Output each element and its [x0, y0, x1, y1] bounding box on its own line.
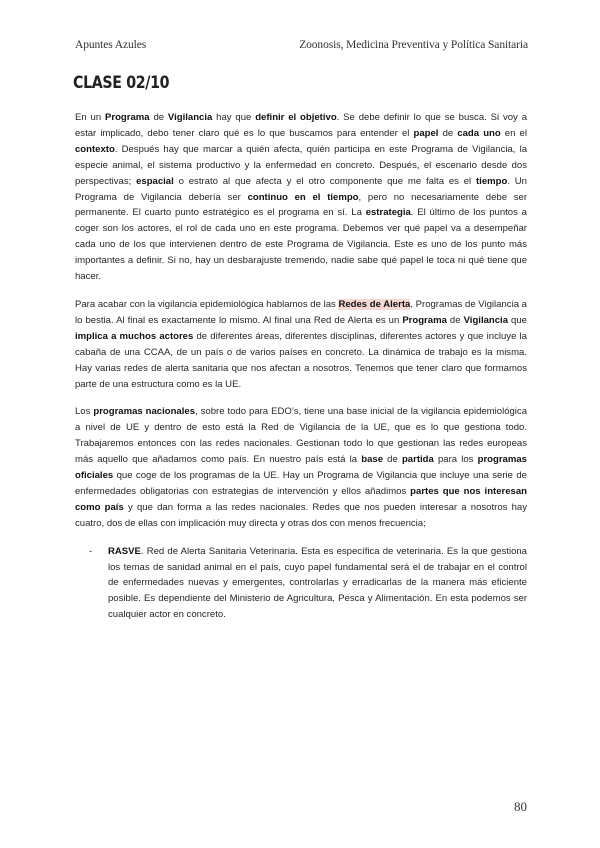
- paragraph-3: Los programas nacionales, sobre todo para EDO’s, tiene una base inicial de la vigilancia epidemiológica a nivel de UE y dentro de esto está la Red de Vigilancia de la UE, que es lo que gestiona todo. Trabajaremos entonces con las redes nacionales. Gestionan todo lo que gestionan las redes europeas más aquello que añadamos como país. En nuestro país está la base de partida para los programas oficiales que coge de los programas de la UE. Hay un Programa de Vigilancia que incluye una serie de enfermedades obligatorias con estrategias de intervención y ellos añadimos partes que nos interesan como país y que dan forma a las redes nacionales. Redes que nos pueden interesar a nosotros hay cuatro, dos de ellas con implicación muy directa y otras dos con menos frecuencia;: [75, 406, 528, 529]
- header-left: Apuntes Azules: [75, 39, 147, 51]
- paragraph-2: Para acabar con la vigilancia epidemiológica hablamos de las Redes de Alerta, Programas de Vigilancia a lo bestia. Al final es exactamente lo mismo. Al final una Red de Alerta es un Programa de Vigilancia que implica a muchos actores de diferentes áreas, diferentes disciplinas, diferentes actores y que incluye la cabaña de una CCAA, de un país o de varios países en concreto. La dinámica de trabajo es la misma. Hay varias redes de alerta sanitaria que nos afectan a nosotros. Tenemos que tener claro que formamos parte de una estructura como es la UE.: [75, 298, 527, 390]
- page-title: CLASE 02/10: [73, 73, 170, 92]
- highlighted-term: Redes de Alerta: [338, 298, 411, 310]
- header-right: Zoonosis, Medicina Preventiva y Política Sanitaria: [299, 39, 528, 51]
- document-body: [75, 110, 527, 623]
- paragraph-1: En un Programa de Vigilancia hay que definir el objetivo. Se debe definir lo que se busca. Si voy a estar implicado, debo tener claro qué es lo que buscamos para entender el papel de cada uno en el contexto. Después hay que marcar a quién afecta, quién participa en este Programa de Vigilancia, la especie animal, el sistema productivo y la enfermedad en concreto. Después, el escenario desde dos perspectivas; espacial o estrato al que afecta y el otro componente que me falta es el tiempo. Un Programa de Vigilancia debería ser continuo en el tiempo, pero no necesariamente debe ser permanente. El cuarto punto estratégico es el programa en sí. La estrategia. El último de los puntos a coger son los actores, el rol de cada uno en este programa. Debemos ver qué papel va a desempeñar cada uno de los que intervienen dentro de este Programa de Vigilancia. Este es uno de los punto más importantes a definir. Si no, hay un desbarajuste tremendo, nadie sabe qué papel le toca ni qué tiene que hacer.: [75, 112, 528, 283]
- network-list: [75, 544, 527, 624]
- list-dash: -: [89, 545, 93, 557]
- page-number: 80: [514, 799, 527, 814]
- list-item: - RASVE. Red de Alerta Sanitaria Veterinaria. Esta es específica de veterinaria. Es la que gestiona los temas de sanidad animal en el país, cuyo papel fundamental será el de trabajar en el control de enfermedades nuevas y emergentes, controlarlas y erradicarlas de la manera más eficiente posible. Es dependiente del Ministerio de Agricultura, Pesca y Alimentación. En esta podemos ser cualquier actor en concreto.: [89, 545, 527, 621]
